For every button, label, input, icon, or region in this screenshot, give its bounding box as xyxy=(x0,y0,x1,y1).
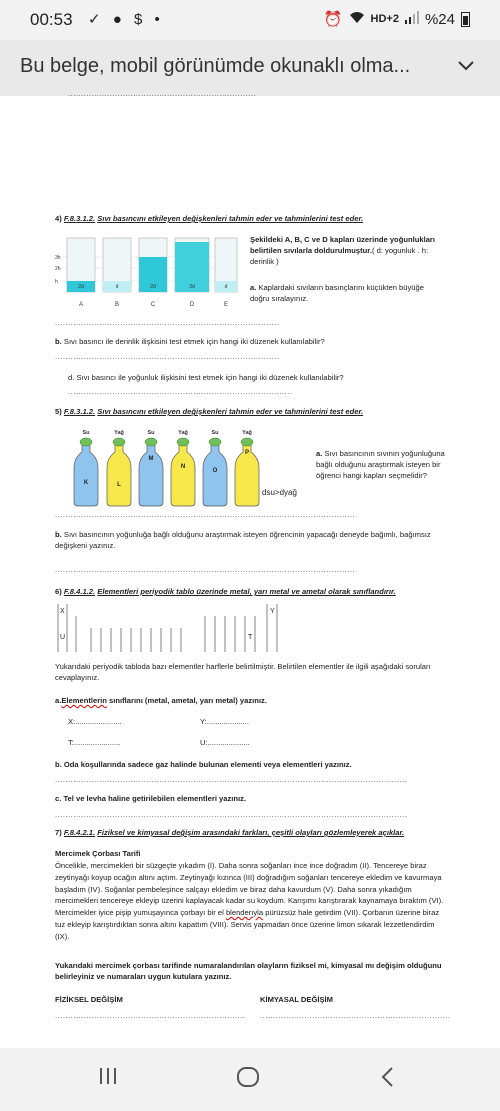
bottle-top-label: Su xyxy=(211,430,219,436)
q6-intro: Yukarıdaki periyodik tabloda bazı elementler harflerle belirtilmiştir. Belirtilen elementler ile ilgili aşağıdaki soruları cevaplayınız. xyxy=(55,662,431,682)
document-page xyxy=(0,89,500,1048)
status-bar xyxy=(0,0,500,40)
q6-part-b: b. Oda koşullarında sadece gaz halinde bulunan elementi veya elementleri yazınız. xyxy=(55,760,352,769)
q7-heading: 7) F.8.4.2.1. Fiziksel ve kimyasal değişim arasındaki farkları, çeşitli olayları gözlemleyerek açıklar. xyxy=(55,828,405,837)
q4-part-a: a. Kaplardaki sıvıların basınçlarını küçükten büyüğe doğru sıralayınız. xyxy=(250,283,424,303)
element-Y: Y xyxy=(270,608,275,615)
q6-part-c: c. Tel ve levha haline getirilebilen elementleri yazınız. xyxy=(55,794,247,803)
android-nav-bar xyxy=(0,1048,500,1111)
top-dots: ........................................................................ xyxy=(68,89,256,98)
q6-heading: 6) F.8.4.1.2. Elementleri periyodik tablo üzerinde metal, yarı metal ve ametal olarak sınıflandırır. xyxy=(55,587,396,596)
beaker-letter: A xyxy=(78,302,84,308)
battery-text: %24 xyxy=(424,10,455,28)
field-Y[interactable]: Y:.................... xyxy=(200,717,249,726)
bottle-letter: K xyxy=(83,480,89,486)
recipe-title: Mercimek Çorbası Tarifi xyxy=(55,849,141,858)
back-button[interactable] xyxy=(380,1066,396,1093)
home-button[interactable] xyxy=(236,1066,260,1093)
bottle-letter: O xyxy=(212,468,218,474)
bottle-top-label: Su xyxy=(147,430,155,436)
beaker-letter: D xyxy=(189,302,195,308)
beaker-letter: C xyxy=(150,302,156,308)
q5-heading: 5) F.8.3.1.2. Sıvı basıncını etkileyen değişkenleri tahmin eder ve tahminlerini test eder. xyxy=(55,407,364,416)
level-label: 3h xyxy=(55,255,61,261)
density-label: 2d xyxy=(150,284,156,290)
q4-d-answer-line[interactable]: ...................................................................................... xyxy=(68,387,293,396)
beaker-letter: E xyxy=(223,302,229,308)
recipe-body: Öncelikle, mercimekleri bir süzgeçte yıkadım (I). Daha sonra soğanları ince ince doğradım (II). Tencereye biraz zeytinyağı koyup ocağın altını açtım. Zeytinyağı kızınca (III) doğradığım soğanları tencereye ekledim ve kavurmaya başladım (IV). Soğanlar pembeleşince salçayı ekledim ve biraz daha kavurdum (V). Daha sonra yıkadığım mercimekleri tencereye ekleyip üzerini kaplayacak kadar su koydum. Karışımı karıştırarak kaynamaya bıraktım (VI). Mercimekler iyice pişip yumuşayınca çorbayı bir el blenderıyla pürüzsüz hale getirdim (VII). Çorbanın üzerine biraz tuz ekleyip karıştırdıktan sonra altını kapattım (VIII). Servis yapmadan önce üzerine limon sıkarak lezzetlendirdim (IX). xyxy=(55,861,444,941)
banner-title: Bu belge, mobil görünümde okunaklı olma... xyxy=(20,55,411,77)
battery-icon xyxy=(461,12,470,27)
q5-a-answer-line[interactable]: ................................................................................................................... xyxy=(55,510,356,519)
network-label: HD+2 xyxy=(370,13,399,25)
physical-answer-line[interactable]: ......................................................................... xyxy=(55,1011,246,1020)
bottle-letter: N xyxy=(180,464,186,470)
bottle-N xyxy=(171,444,195,506)
bottle-O xyxy=(203,444,227,506)
notification-icons: ✓ ● $ • xyxy=(88,11,164,28)
element-X: X xyxy=(60,608,65,615)
q4-description: Şekildeki A, B, C ve D kapları üzerinde yoğunlukları belirtilen sıvılarla doldurulmuştur.( d: yogunluk . h: derinlik ) xyxy=(250,235,435,266)
q6-part-a: a.Elementlerin sınıflarını (metal, ametal, yarı metal) yazınız. xyxy=(55,696,267,705)
chevron-down-icon[interactable] xyxy=(458,58,474,76)
physical-change-header: FİZİKSEL DEĞİŞİM xyxy=(55,995,123,1004)
bottle-figure xyxy=(70,428,270,508)
density-label: d xyxy=(224,284,228,290)
beaker-figure xyxy=(55,234,245,314)
field-X[interactable]: X:...................... xyxy=(68,717,122,726)
bottle-top-label: Yağ xyxy=(178,430,188,436)
q5-part-a: a. Sıvı basıncının sıvının yoğunluğuna bağlı olduğunu araştırmak isteyen bir öğrenci hangi kapları seçmelidir? xyxy=(316,449,445,480)
q5-part-b: b. Sıvı basıncının yoğunluğa bağlı olduğunu araştırmak isteyen öğrencinin yapacağı deneyde bağımlı, bağımsız değişkeni yazınız. xyxy=(55,530,431,550)
bottle-letter: P xyxy=(244,450,250,456)
recent-apps-button[interactable] xyxy=(98,1066,118,1091)
field-U[interactable]: U:.................... xyxy=(200,738,250,747)
q4-b-answer-line[interactable]: ...................................................................................... xyxy=(55,352,280,361)
density-label: d xyxy=(115,284,119,290)
density-label: 3d xyxy=(189,284,195,290)
q5-b-answer-line[interactable]: ................................................................................................................... xyxy=(55,565,356,574)
bottle-M xyxy=(139,444,163,506)
element-U: U xyxy=(60,634,66,641)
bottle-L xyxy=(107,444,131,506)
wifi-icon xyxy=(349,11,365,28)
alarm-icon: ⏰ xyxy=(323,11,343,28)
field-T[interactable]: T:...................... xyxy=(68,738,121,747)
q6-c-answer-line[interactable]: ....................................................................................................................................... xyxy=(55,810,408,819)
density-relation: dsu>dyağ xyxy=(262,488,297,497)
bottle-K xyxy=(74,444,98,506)
system-icons xyxy=(324,10,470,28)
bottle-top-label: Yağ xyxy=(114,430,124,436)
q4-heading: 4) F.8.3.1.2. Sıvı basıncını etkileyen değişkenleri tahmin eder ve tahminlerini test eder. xyxy=(55,214,364,223)
periodic-table-figure xyxy=(57,604,285,652)
q4-a-answer-line[interactable]: ...................................................................................... xyxy=(55,318,280,327)
q7-question: Yukarıdaki mercimek çorbası tarifinde numaralandırılan olayların fiziksel mi, kimyasal mı değişim olduğunu belirleyiniz ve numaraları uygun kutulara yazınız. xyxy=(55,961,442,981)
bottle-top-label: Su xyxy=(82,430,90,436)
beaker-letter: B xyxy=(114,302,120,308)
q6-b-answer-line[interactable]: ....................................................................................................................................... xyxy=(55,775,408,784)
q4-part-d: d. Sıvı basıncı ile yoğunluk ilişkisini test etmek için hangi iki düzenek kullanılabilir? xyxy=(68,373,344,382)
bottle-letter: L xyxy=(117,482,121,488)
level-label: 2h xyxy=(55,266,61,272)
bottle-letter: M xyxy=(148,456,154,462)
bottle-top-label: Yağ xyxy=(242,430,252,436)
clock: 00:53 xyxy=(30,10,73,29)
chemical-answer-line[interactable]: ......................................................................... xyxy=(260,1011,451,1020)
element-T: T xyxy=(248,634,253,641)
q4-part-b: b. Sıvı basıncı ile derinlik ilişkisini test etmek için hangi iki düzenek kullanılabilir? xyxy=(55,337,325,346)
level-label: h xyxy=(55,279,58,285)
chemical-change-header: KİMYASAL DEĞİŞİM xyxy=(260,995,333,1004)
density-label: 2d xyxy=(78,284,84,290)
signal-icon xyxy=(405,11,419,28)
